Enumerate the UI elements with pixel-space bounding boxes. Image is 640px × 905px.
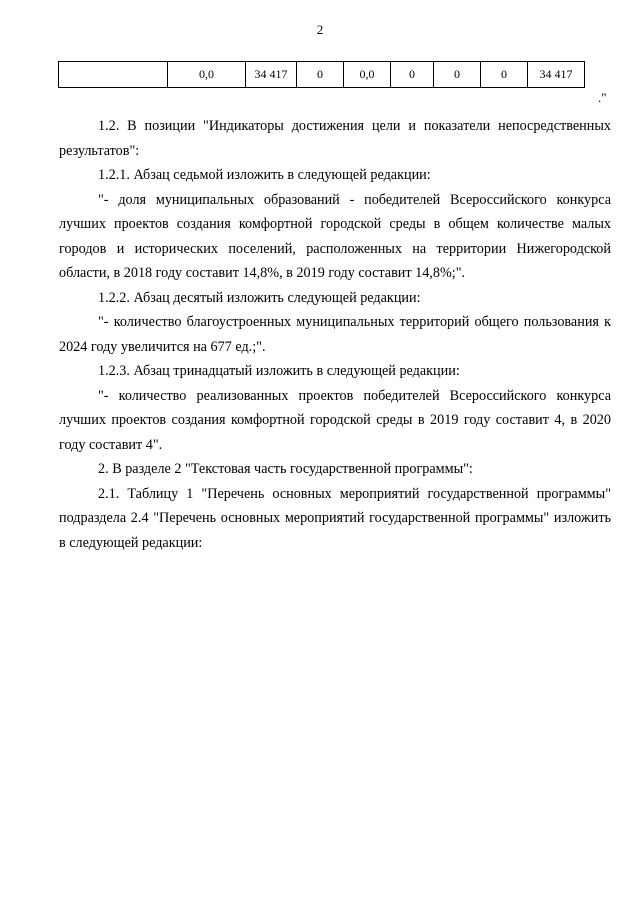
- table-cell: 0,0: [344, 62, 391, 88]
- table-cell: 0: [297, 62, 344, 88]
- table-cell: [59, 62, 168, 88]
- paragraph: "- доля муниципальных образований - победителей Всероссийского конкурса лучших проектов создания комфортной городской среды в общем количестве малых городов и исторических поселений, расположенных на территории Нижегородской области, в 2018 году составит 14,8%, в 2019 году составит 14,8%;".: [59, 191, 611, 281]
- closing-quote: .": [598, 90, 607, 105]
- table-row: [59, 62, 585, 88]
- page-number: 2: [316, 22, 324, 37]
- table-cell: 0: [391, 62, 434, 88]
- paragraph: 2.1. Таблицу 1 "Перечень основных мероприятий государственной программы" подраздела 2.4 "Перечень основных мероприятий государственной программы" изложить в следующей редакции:: [59, 485, 611, 551]
- paragraph: 1.2.3. Абзац тринадцатый изложить в следующей редакции:: [98, 363, 460, 379]
- table-cell: 0: [434, 62, 481, 88]
- table-cell: 0: [481, 62, 528, 88]
- paragraph: 2. В разделе 2 "Текстовая часть государственной программы":: [98, 461, 473, 477]
- paragraph: 1.2.1. Абзац седьмой изложить в следующей редакции:: [98, 167, 431, 183]
- document-body: [59, 114, 611, 555]
- table-cell: 34 417: [528, 62, 585, 88]
- paragraph: 1.2. В позиции "Индикаторы достижения цели и показатели непосредственных результатов":: [59, 118, 611, 159]
- paragraph: "- количество реализованных проектов победителей Всероссийского конкурса лучших проектов создания комфортной городской среды в 2019 году составит 4, в 2020 году составит 4".: [59, 387, 611, 453]
- paragraph: "- количество благоустроенных муниципальных территорий общего пользования к 2024 году увеличится на 677 ед.;".: [59, 314, 611, 355]
- paragraph: 1.2.2. Абзац десятый изложить следующей редакции:: [98, 289, 421, 306]
- table-cell: 34 417: [246, 62, 297, 88]
- table-cell: 0,0: [168, 62, 246, 88]
- budget-table: [58, 61, 585, 88]
